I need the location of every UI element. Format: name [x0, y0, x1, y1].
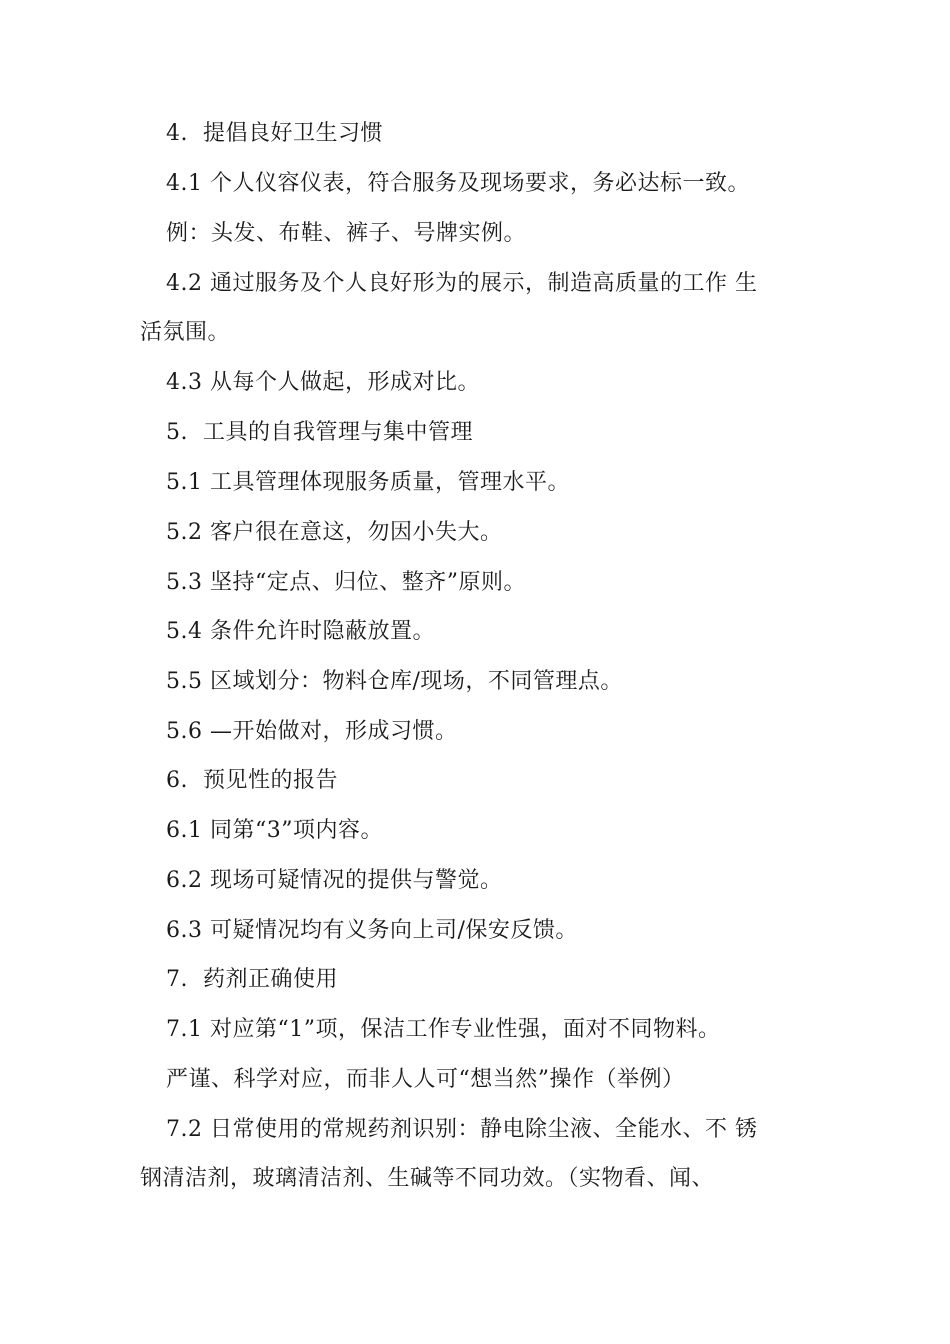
paragraph-5-5: 5.5 区域划分：物料仓库/现场，不同管理点。 [166, 669, 623, 694]
paragraph-6-3: 6.3 可疑情况均有义务向上司/保安反馈。 [166, 918, 578, 943]
paragraph-4-1-example: 例：头发、布鞋、裤子、号牌实例。 [166, 221, 527, 246]
paragraph-5-6: 5.6 —开始做对，形成习惯。 [166, 719, 458, 744]
paragraph-5-2: 5.2 客户很在意这，勿因小失大。 [166, 520, 503, 545]
section-heading-7: 7. 药剂正确使用 [166, 967, 338, 992]
section-heading-5: 5. 工具的自我管理与集中管理 [166, 420, 473, 445]
paragraph-4-3: 4.3 从每个人做起，形成对比。 [166, 370, 480, 395]
paragraph-7-1-continued: 严谨、科学对应，而非人人可“想当然”操作（举例） [166, 1067, 685, 1092]
paragraph-4-2: 4.2 通过服务及个人良好形为的展示，制造高质量的工作 生 [166, 271, 758, 296]
paragraph-5-1: 5.1 工具管理体现服务质量，管理水平。 [166, 470, 570, 495]
paragraph-5-3: 5.3 坚持“定点、归位、整齐”原则。 [166, 570, 526, 595]
paragraph-7-2: 7.2 日常使用的常规药剂识别：静电除尘液、全能水、不 锈 [166, 1117, 758, 1142]
paragraph-4-2-continued: 活氛围。 [140, 320, 231, 345]
paragraph-6-2: 6.2 现场可疑情况的提供与警觉。 [166, 868, 503, 893]
section-heading-6: 6. 预见性的报告 [166, 768, 338, 793]
paragraph-7-2-continued: 钢清洁剂，玻璃清洁剂、生碱等不同功效。（实物看、闻、 [140, 1166, 715, 1191]
paragraph-4-1: 4.1 个人仪容仪表，符合服务及现场要求，务必达标一致。 [166, 171, 750, 196]
section-heading-4: 4. 提倡良好卫生习惯 [166, 121, 383, 146]
paragraph-6-1: 6.1 同第“3”项内容。 [166, 818, 383, 843]
paragraph-5-4: 5.4 条件允许时隐蔽放置。 [166, 619, 435, 644]
paragraph-7-1: 7.1 对应第“1”项，保洁工作专业性强，面对不同物料。 [166, 1017, 721, 1042]
